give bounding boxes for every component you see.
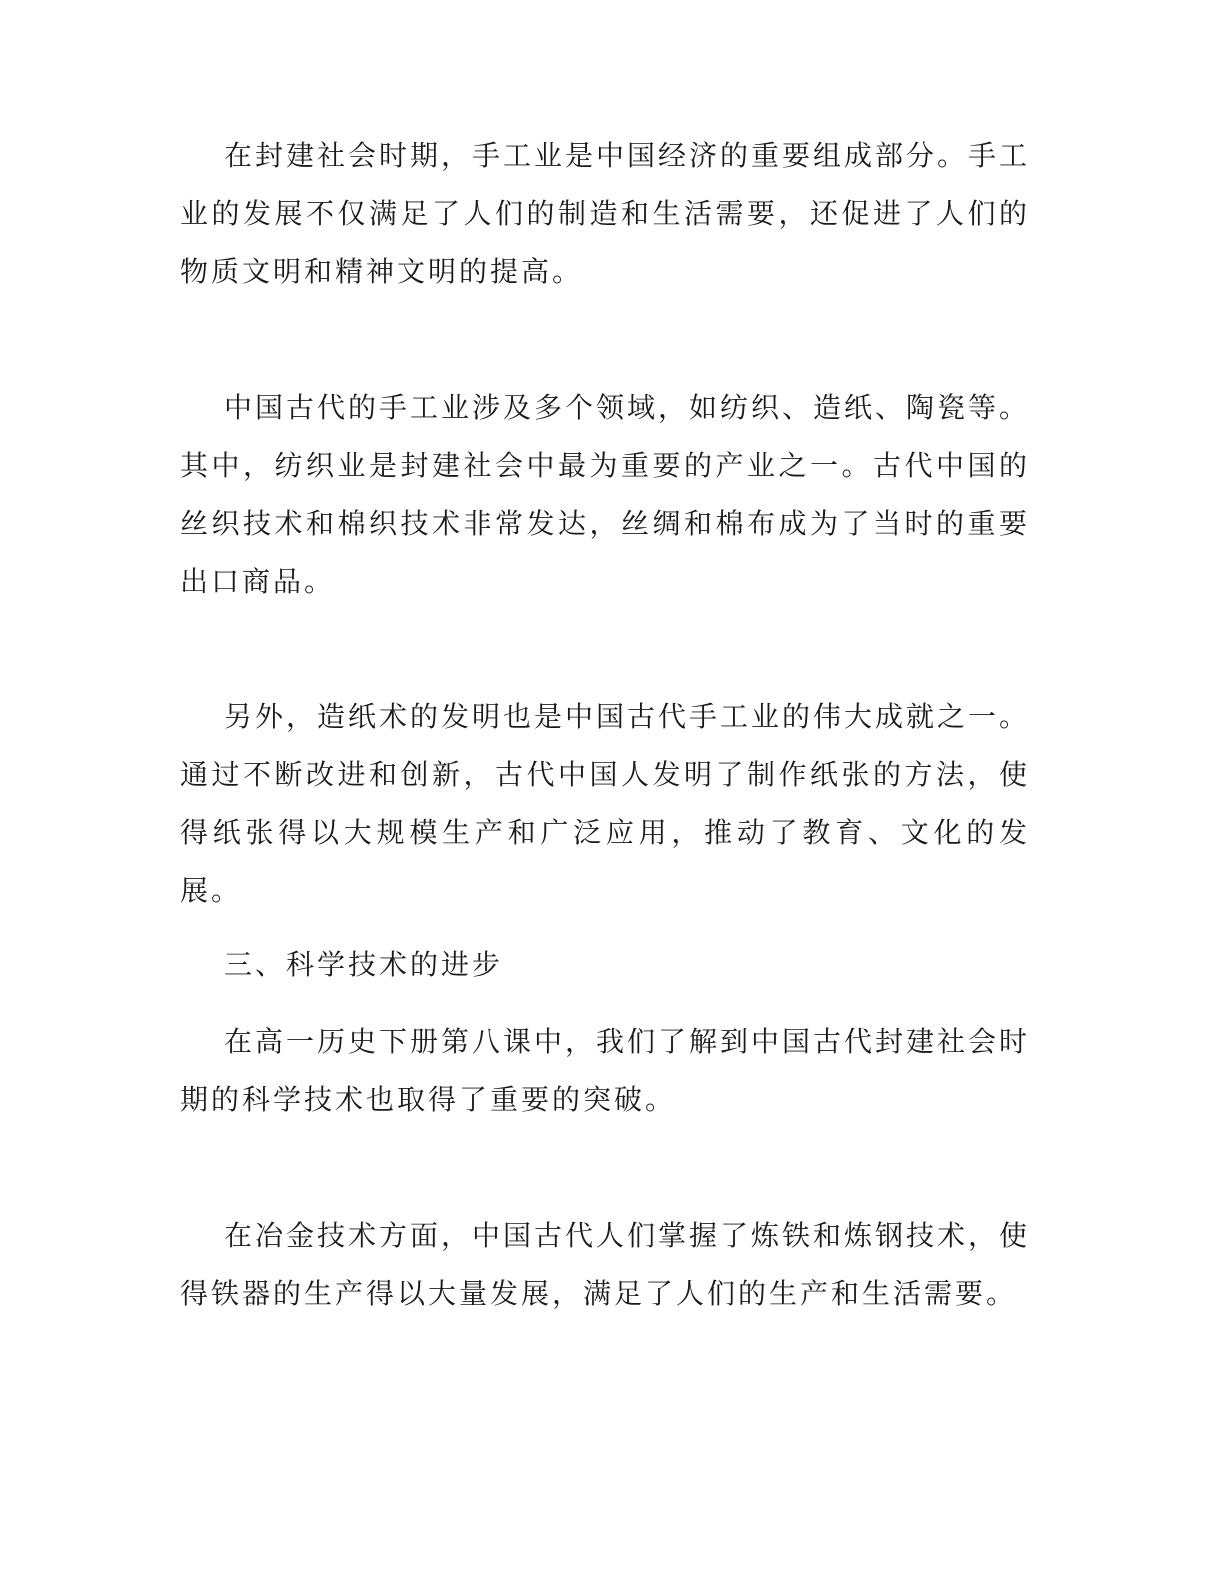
section-heading-science: 三、科学技术的进步 [224, 948, 504, 981]
paragraph-handicraft-intro: 在封建社会时期，手工业是中国经济的重要组成部分。手工业的发展不仅满足了人们的制造和生活需要，还促进了人们的物质文明和精神文明的提高。 [180, 139, 1031, 288]
paragraph-papermaking: 另外，造纸术的发明也是中国古代手工业的伟大成就之一。通过不断改进和创新，古代中国人发明了制作纸张的方法，使得纸张得以大规模生产和广泛应用，推动了教育、文化的发展。 [180, 700, 1031, 907]
paragraph-science-intro: 在高一历史下册第八课中，我们了解到中国古代封建社会时期的科学技术也取得了重要的突破。 [180, 1025, 1031, 1116]
paragraph-handicraft-fields: 中国古代的手工业涉及多个领域，如纺织、造纸、陶瓷等。其中，纺织业是封建社会中最为重要的产业之一。古代中国的丝织技术和棉织技术非常发达，丝绸和棉布成为了当时的重要出口商品。 [180, 391, 1031, 598]
paragraph-metallurgy: 在冶金技术方面，中国古代人们掌握了炼铁和炼钢技术，使得铁器的生产得以大量发展，满足了人们的生产和生活需要。 [180, 1219, 1031, 1310]
